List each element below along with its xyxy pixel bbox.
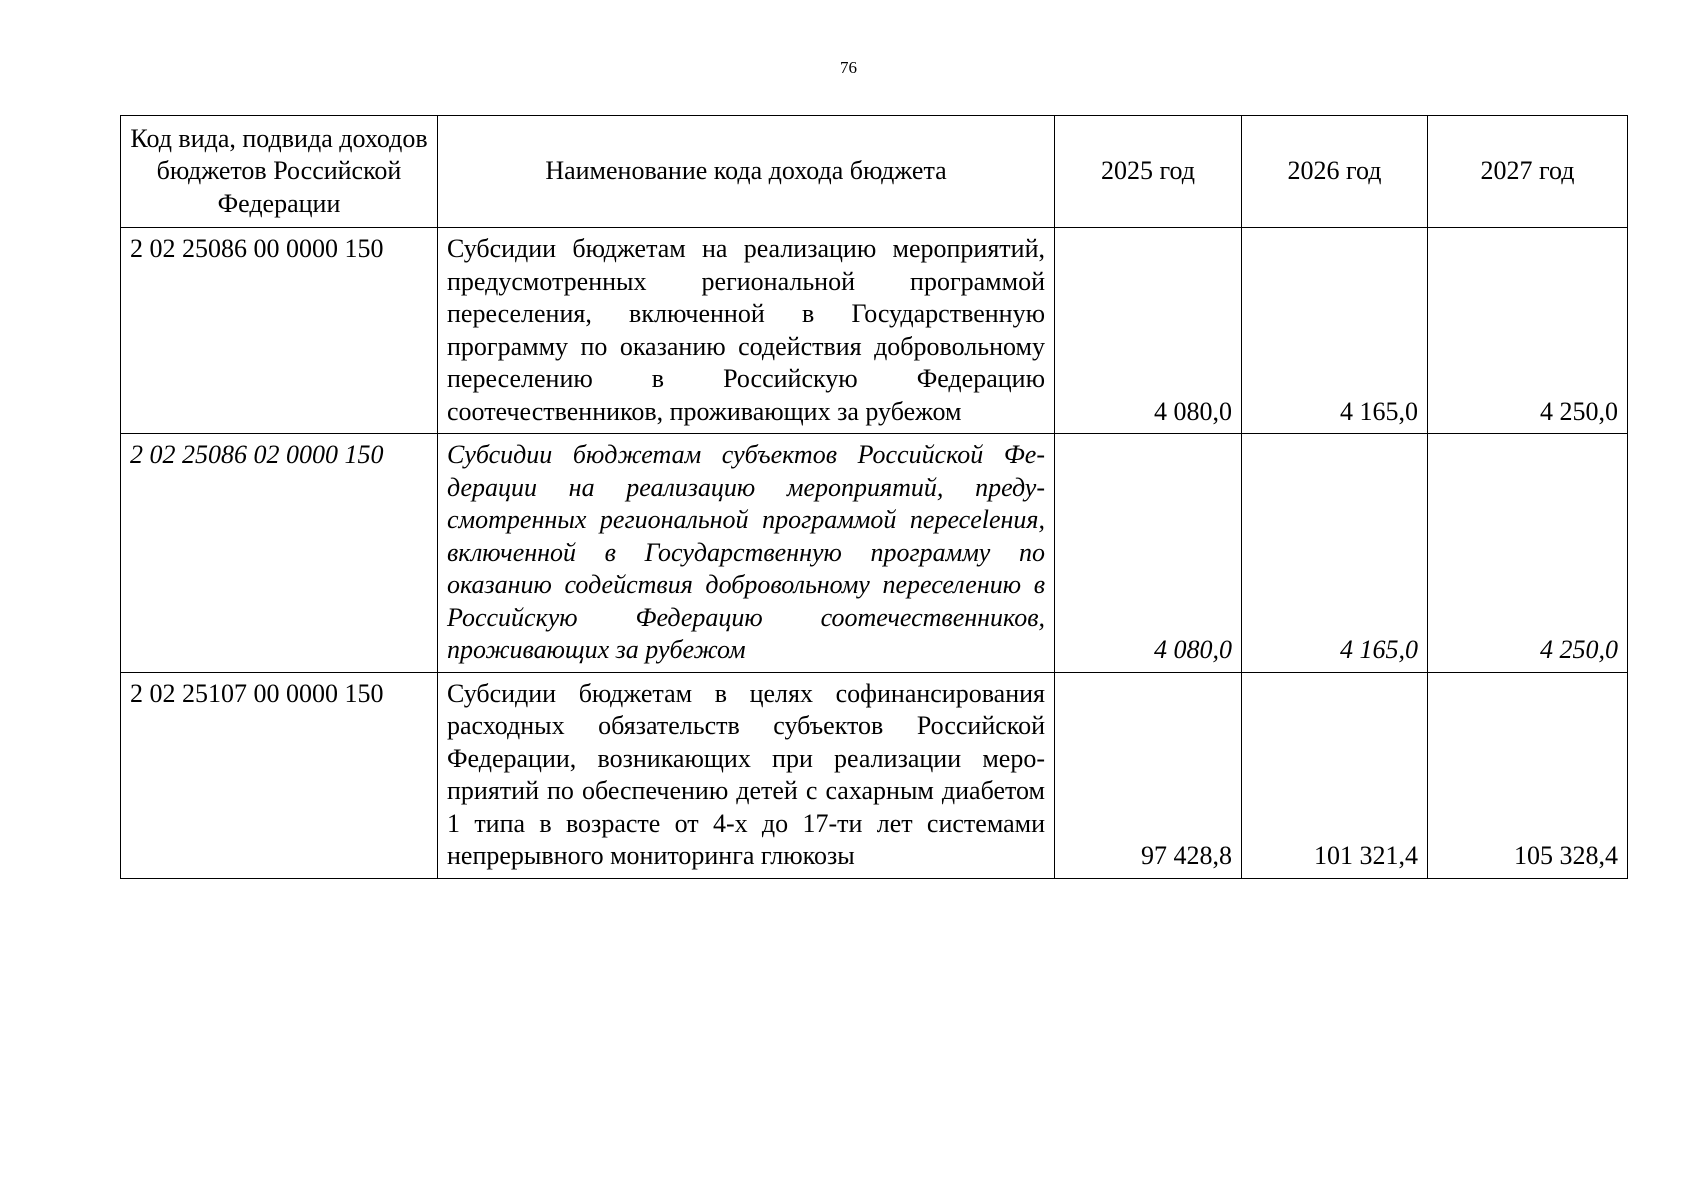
row-code: 2 02 25086 00 0000 150 — [121, 228, 438, 434]
budget-revenue-table — [120, 115, 1628, 879]
row-value-2026: 4 165,0 — [1242, 434, 1428, 673]
table-row — [121, 672, 1628, 878]
row-value-2025: 4 080,0 — [1055, 434, 1242, 673]
table-row — [121, 228, 1628, 434]
header-year-2026: 2026 год — [1242, 116, 1428, 228]
row-value-2026: 101 321,4 — [1242, 672, 1428, 878]
row-code: 2 02 25086 02 0000 150 — [121, 434, 438, 673]
row-name: Субсидии бюджетам субъектов Российской Федерации на реализацию мероприятий, предусмотренных региональной программой пересeleния, включенной в Государственную программу по оказанию содействия добровольному переселению в Российскую Федерацию соотечественников, проживающих за рубежом — [438, 434, 1055, 673]
page-number: 76 — [840, 58, 857, 77]
table-header-row — [121, 116, 1628, 228]
row-value-2027: 105 328,4 — [1428, 672, 1628, 878]
header-name: Наименование кода дохода бюджета — [438, 116, 1055, 228]
table-row — [121, 434, 1628, 673]
header-year-2025: 2025 год — [1055, 116, 1242, 228]
row-name: Субсидии бюджетам в целях софинансирования расходных обязательств субъектов Российской Федерации, возникающих при реализации мероприятий по обеспечению детей с сахарным диабетом 1 типа в возрасте от 4-х до 17-ти лет системами непрерывного мониторинга глюкозы — [438, 672, 1055, 878]
row-value-2025: 4 080,0 — [1055, 228, 1242, 434]
header-code: Код вида, подвида доходов бюджетов Российской Федерации — [121, 116, 438, 228]
row-name: Субсидии бюджетам на реализацию мероприятий, предусмотренных региональной программой переселения, включенной в Государственную программу по оказанию содействия добровольному переселению в Российскую Федерацию соотечественников, проживающих за рубежом — [438, 228, 1055, 434]
header-year-2027: 2027 год — [1428, 116, 1628, 228]
row-value-2026: 4 165,0 — [1242, 228, 1428, 434]
row-value-2027: 4 250,0 — [1428, 434, 1628, 673]
row-code: 2 02 25107 00 0000 150 — [121, 672, 438, 878]
row-value-2027: 4 250,0 — [1428, 228, 1628, 434]
row-value-2025: 97 428,8 — [1055, 672, 1242, 878]
